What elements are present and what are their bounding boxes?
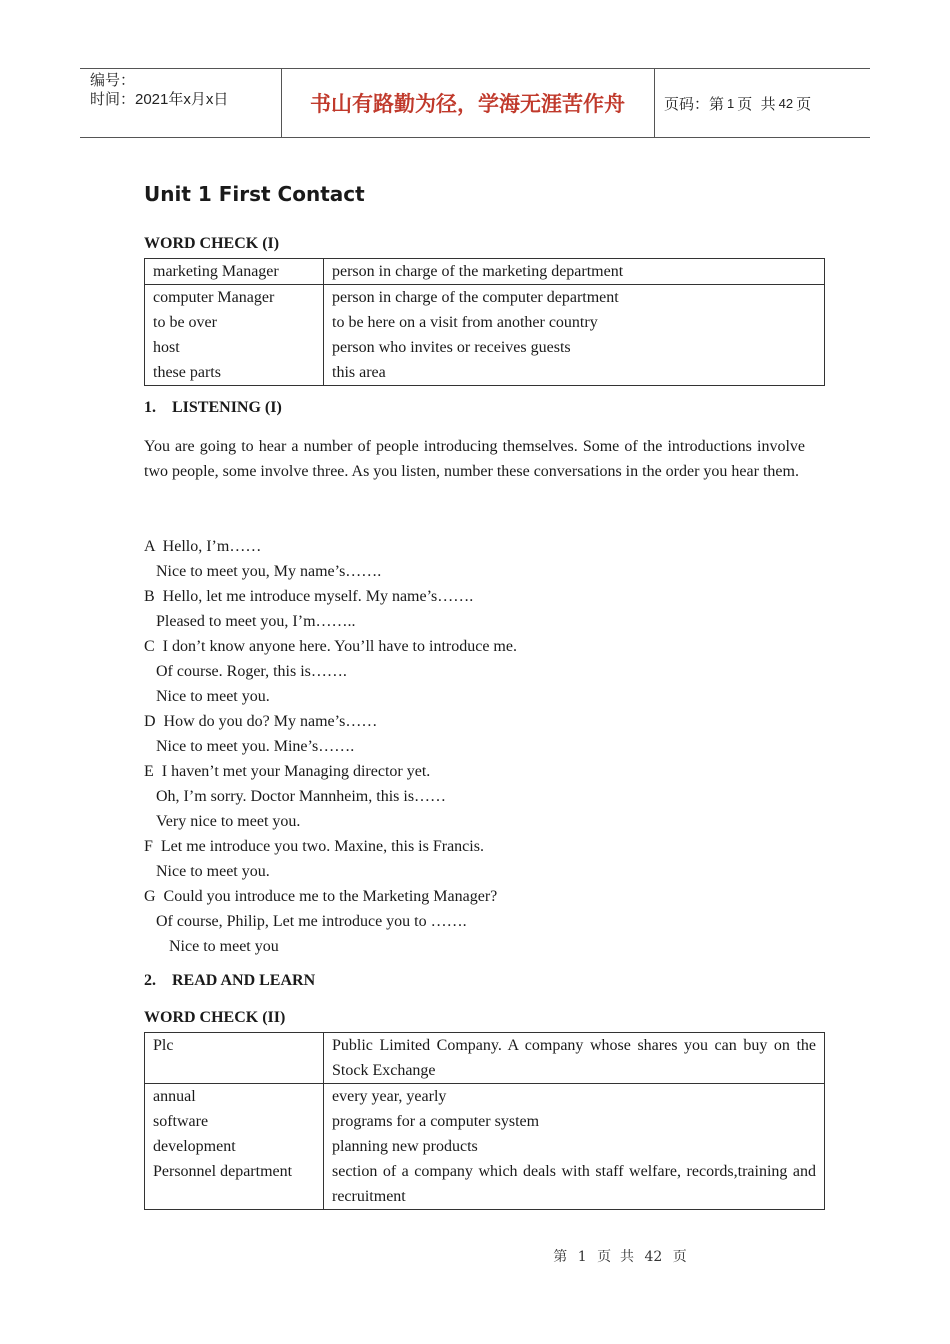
- page-footer: [0, 1246, 950, 1266]
- table-row: [145, 1159, 825, 1210]
- definition-cell: person who invites or receives guests: [324, 335, 825, 360]
- page-mid: 页 共: [737, 95, 776, 113]
- definition-cell: Public Limited Company. A company whose shares you can buy on the Stock Exchange: [324, 1033, 825, 1084]
- definition-cell: this area: [324, 360, 825, 386]
- dialog-line: Nice to meet you. Mine’s…….: [156, 738, 355, 755]
- definition-cell: person in charge of the marketing department: [324, 259, 825, 285]
- definition-cell: planning new products: [324, 1134, 825, 1159]
- definition-cell: every year, yearly: [324, 1084, 825, 1110]
- table-row: [145, 335, 825, 360]
- term-cell: Personnel department: [145, 1159, 324, 1210]
- definition-cell: person in charge of the computer department: [324, 285, 825, 311]
- table-row: [145, 1109, 825, 1134]
- unit-title: Unit 1 First Contact: [144, 182, 365, 206]
- term-cell: Plc: [145, 1033, 324, 1084]
- page-number: 1: [727, 95, 735, 111]
- listening-label: 1. LISTENING (I): [144, 399, 282, 416]
- dialog-line: G Could you introduce me to the Marketing Manager?: [144, 888, 498, 905]
- page-total: 42: [778, 95, 794, 111]
- dialog-line: E I haven’t met your Managing director yet.: [144, 763, 431, 780]
- header-page-info: [664, 69, 811, 137]
- word-check-2-table: [144, 1032, 825, 1210]
- footer-prefix: 第: [553, 1249, 568, 1265]
- dialog-line: Of course. Roger, this is…….: [156, 663, 347, 680]
- term-cell: these parts: [145, 360, 324, 386]
- dialog-line: Nice to meet you: [169, 938, 279, 955]
- term-cell: development: [145, 1134, 324, 1159]
- table-row: [145, 310, 825, 335]
- dialog-line: A Hello, I’m……: [144, 538, 262, 555]
- dialog-line: B Hello, let me introduce myself. My name’s…….: [144, 588, 474, 605]
- listening-instructions: You are going to hear a number of people introducing themselves. Some of the introductions involve two people, some involve three. As you listen, number these conversations in the order you hear them.: [144, 438, 805, 480]
- definition-cell: programs for a computer system: [324, 1109, 825, 1134]
- read-learn-label: 2. READ AND LEARN: [144, 972, 316, 989]
- header-divider-right: [654, 69, 655, 137]
- dialog-line: Of course, Philip, Let me introduce you to …….: [156, 913, 467, 930]
- term-cell: software: [145, 1109, 324, 1134]
- page-header: [80, 68, 870, 138]
- dialog-line: Oh, I’m sorry. Doctor Mannheim, this is……: [156, 788, 447, 805]
- table-row: [145, 1134, 825, 1159]
- dialog-line: Very nice to meet you.: [156, 813, 301, 830]
- table-row: [145, 1033, 825, 1084]
- page-prefix: 页码：第: [664, 95, 725, 113]
- term-cell: computer Manager: [145, 285, 324, 311]
- time-label: 时间：2021年x月x日: [90, 91, 229, 108]
- term-cell: marketing Manager: [145, 259, 324, 285]
- dialog-line: Nice to meet you.: [156, 688, 270, 705]
- footer-total: 42: [644, 1249, 663, 1265]
- word-check-2-label: WORD CHECK (II): [144, 1009, 286, 1026]
- table-row: [145, 360, 825, 386]
- dialog-line: Nice to meet you, My name’s…….: [156, 563, 382, 580]
- footer-page: 1: [577, 1249, 587, 1265]
- page-suffix: 页: [796, 95, 812, 113]
- dialog-line: Nice to meet you.: [156, 863, 270, 880]
- footer-suffix: 页: [672, 1249, 687, 1265]
- dialog-line: C I don’t know anyone here. You’ll have to introduce me.: [144, 638, 517, 655]
- dialog-line: D How do you do? My name’s……: [144, 713, 378, 730]
- header-meta: [90, 71, 228, 109]
- serial-label: 编号：: [90, 72, 136, 89]
- definition-cell: section of a company which deals with staff welfare, records,training and recruitment: [324, 1159, 825, 1210]
- dialog-list: [144, 534, 517, 959]
- footer-mid: 页 共: [597, 1249, 634, 1265]
- term-cell: annual: [145, 1084, 324, 1110]
- table-row: [145, 259, 825, 285]
- table-row: [145, 1084, 825, 1110]
- definition-cell: to be here on a visit from another country: [324, 310, 825, 335]
- word-check-1-label: WORD CHECK (I): [144, 235, 280, 252]
- term-cell: host: [145, 335, 324, 360]
- dialog-line: Pleased to meet you, I’m……..: [156, 613, 356, 630]
- header-motto: 书山有路勤为径，学海无涯苦作舟: [310, 92, 625, 116]
- term-cell: to be over: [145, 310, 324, 335]
- dialog-line: F Let me introduce you two. Maxine, this is Francis.: [144, 838, 484, 855]
- word-check-1-table: [144, 258, 825, 386]
- table-row: [145, 285, 825, 311]
